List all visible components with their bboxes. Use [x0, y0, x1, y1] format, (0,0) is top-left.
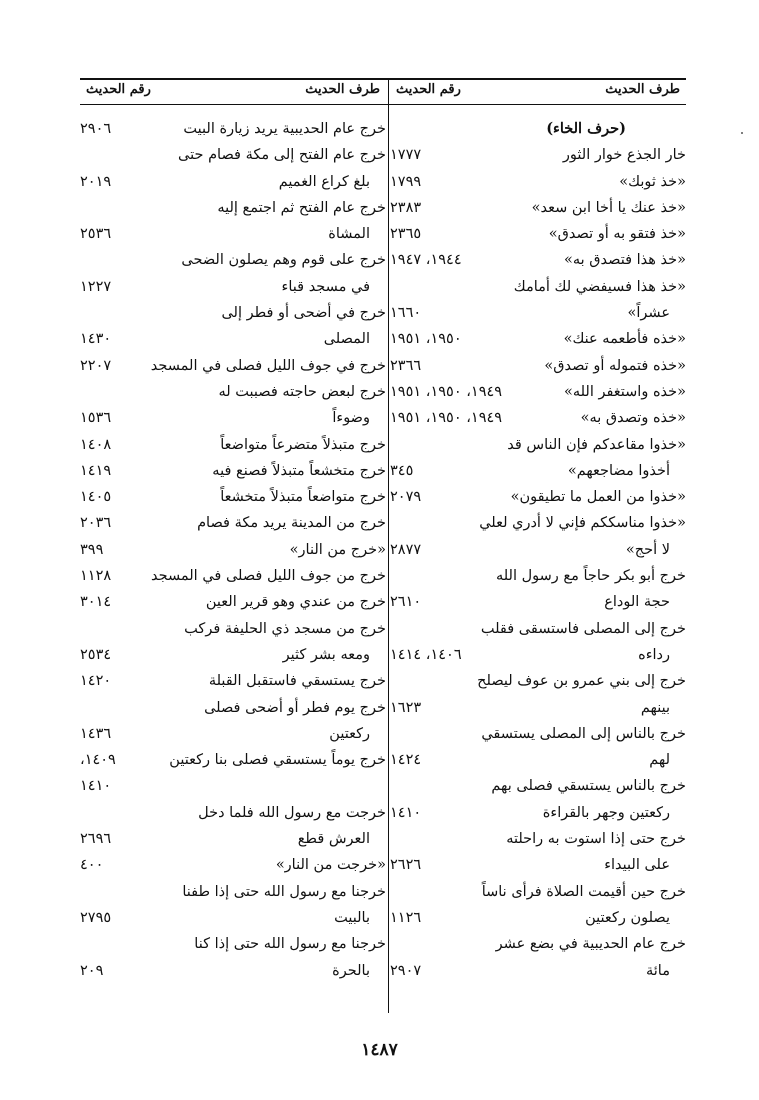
index-entry-line [390, 353, 686, 379]
hadith-number: ٢٢٠٧ [80, 357, 112, 374]
hadith-text: خرج بالناس إلى المصلى يستسقي [481, 725, 686, 742]
hadith-text: «خذه واستغفر الله» [563, 383, 686, 400]
hadith-number: ١٦٦٠ [390, 305, 422, 322]
index-entry-line [390, 300, 686, 326]
hadith-text: على البيداء [604, 857, 670, 874]
index-entry-line [80, 379, 386, 405]
index-entry-line [80, 432, 386, 458]
hadith-text: خرج عام الفتح إلى مكة فصام حتى [178, 147, 386, 164]
hadith-text: خرج إلى المصلى فاستسقى فقلب [480, 620, 686, 637]
index-entry-line [390, 458, 686, 484]
hadith-text: خرج أبو بكر حاجاً مع رسول الله [495, 568, 686, 585]
hadith-number: ١٢٢٧ [80, 278, 112, 295]
section-heading [390, 116, 686, 142]
hadith-text: خرج يوماً يستسقي فصلى بنا ركعتين [169, 752, 386, 769]
index-entry-line [390, 274, 686, 300]
index-entry-line [80, 326, 386, 352]
index-entry-line [390, 747, 686, 773]
hadith-number: ٢٨٧٧ [390, 541, 422, 558]
index-entry-line [390, 195, 686, 221]
index-entry-line [390, 247, 686, 273]
hadith-text: خرج يستسقي فاستقبل القبلة [208, 673, 386, 690]
hadith-text: خرج من عندي وهو قرير العين [205, 594, 386, 611]
index-entry-line [80, 642, 386, 668]
hadith-number: ٣٤٥ [390, 462, 414, 479]
index-entry-line [390, 405, 686, 431]
index-entry-line [390, 958, 686, 984]
index-entry-line [80, 300, 386, 326]
hadith-text: العرش قطع [297, 831, 370, 848]
column-divider [388, 78, 389, 1013]
hadith-number: ١٧٧٧ [390, 147, 422, 164]
hadith-text: خرج عام الحديبية في بضع عشر [495, 936, 686, 953]
hadith-text: خرجنا مع رسول الله حتى إذا طفنا [182, 883, 386, 900]
hadith-text: خرج بالناس يستسقي فصلى بهم [491, 778, 686, 795]
index-entry-line [390, 695, 686, 721]
hadith-number: ٢٥٣٤ [80, 646, 112, 663]
index-entry-line [390, 432, 686, 458]
hadith-text: ركعتين [329, 725, 370, 742]
hadith-text: «خرجت من النار» [275, 857, 386, 874]
hadith-text: لهم [649, 752, 670, 769]
index-entry-line [390, 142, 686, 168]
index-entry-line [80, 695, 386, 721]
hadith-number: ٤٠٠ [80, 857, 104, 874]
hadith-text: خرج حين أقيمت الصلاة فرأى ناساً [481, 883, 686, 900]
hadith-number: ٢٣٦٦ [390, 357, 422, 374]
hadith-number: ١٤٠٨ [80, 436, 112, 453]
hadith-text: «خذوا مقاعدكم فإن الناس قد [507, 436, 686, 453]
hadith-text: خرج حتى إذا استوت به راحلته [506, 831, 686, 848]
hadith-text: بينهم [640, 699, 670, 716]
hadith-number: ٣٠١٤ [80, 594, 112, 611]
index-entry-line [80, 826, 386, 852]
hadith-text: بالبيت [334, 909, 370, 926]
index-entry-line [80, 958, 386, 984]
hadith-number: ١٤١٠ [390, 804, 422, 821]
hadith-number: ١٩٥٠، ١٩٥١ [390, 331, 462, 348]
index-entry-line [390, 642, 686, 668]
index-entry-line [390, 616, 686, 642]
index-entry-line [390, 800, 686, 826]
index-entry-line [80, 405, 386, 431]
index-entry-line [390, 221, 686, 247]
hadith-text: «خذه وتصدق به» [580, 410, 686, 427]
hadith-text: عشراً» [627, 305, 670, 322]
hadith-text: لا أحج» [625, 541, 670, 558]
left-index-column [80, 116, 386, 984]
hadith-number: ١٤١٩ [80, 462, 112, 479]
header-rule [80, 104, 686, 105]
header-hadith-number: رقم الحديث [86, 82, 151, 97]
index-entry-line [390, 563, 686, 589]
index-entry-line [390, 668, 686, 694]
index-entry-line [80, 274, 386, 300]
hadith-text: وضوءاً [332, 410, 370, 427]
header-hadith-start: طرف الحديث [305, 82, 380, 97]
hadith-number: ١٩٤٩، ١٩٥٠، ١٩٥١ [390, 410, 503, 427]
page-number: ١٤٨٧ [361, 1040, 398, 1060]
hadith-text: خرج في أضحى أو فطر إلى [221, 305, 386, 322]
index-entry-line [390, 852, 686, 878]
index-entry-line [390, 826, 686, 852]
hadith-number: ١١٢٦ [390, 909, 422, 926]
index-entry-line [390, 931, 686, 957]
hadith-number: ٢٦٩٦ [80, 831, 112, 848]
index-entry-line [390, 879, 686, 905]
hadith-text: خرج متواضعاً متبذلاً متخشعاً [220, 489, 386, 506]
index-entry-line [80, 510, 386, 536]
index-entry-line [390, 169, 686, 195]
hadith-number: ٢٠٣٦ [80, 515, 112, 532]
hadith-text: خار الجذع خوار الثور [562, 147, 686, 164]
index-entry-line [80, 353, 386, 379]
hadith-number: ١٤٢٤ [390, 752, 422, 769]
hadith-number: ١٥٣٦ [80, 410, 112, 427]
hadith-text: رداءه [638, 646, 670, 663]
index-entry-line [80, 800, 386, 826]
hadith-text: ركعتين وجهر بالقراءة [542, 804, 670, 821]
hadith-number: ٢٩٠٧ [390, 962, 422, 979]
index-entry-line [80, 169, 386, 195]
hadith-number: ٢٩٠٦ [80, 121, 112, 137]
left-column-header [80, 80, 386, 102]
index-entry-line [390, 326, 686, 352]
index-entry-line [390, 589, 686, 615]
hadith-text: خرج متخشعاً متبذلاً فصنع فيه [212, 462, 386, 479]
hadith-text: المصلى [323, 331, 370, 348]
hadith-number: ١١٢٨ [80, 568, 112, 585]
hadith-number: ٢٥٣٦ [80, 226, 112, 243]
hadith-text: أخذوا مضاجعهم» [567, 462, 670, 479]
index-entry-line [390, 721, 686, 747]
index-entry-line [80, 931, 386, 957]
hadith-number: ١٤٠٥ [80, 489, 112, 506]
hadith-text: «خذه فأطعمه عنك» [563, 331, 686, 348]
page-speck [741, 132, 743, 134]
index-entry-line [80, 905, 386, 931]
hadith-number: ١٦٢٣ [390, 699, 422, 716]
hadith-text: يصلون ركعتين [585, 909, 670, 926]
hadith-text: خرج يوم فطر أو أضحى فصلى [204, 699, 386, 716]
hadith-text: خرج من المدينة يريد مكة فصام [197, 515, 386, 532]
hadith-text: خرج على قوم وهم يصلون الضحى [181, 252, 386, 269]
index-entry-line [390, 379, 686, 405]
right-column-header [390, 80, 686, 102]
index-entry-line [80, 773, 386, 799]
hadith-text: «خرج من النار» [289, 541, 386, 558]
index-entry-line [390, 484, 686, 510]
index-entry-line [80, 589, 386, 615]
index-entry-line [80, 458, 386, 484]
hadith-number: ١٤٠٩، [80, 752, 116, 769]
index-entry-line [80, 563, 386, 589]
hadith-number: ١٧٩٩ [390, 173, 422, 190]
hadith-number: ٢٦٢٦ [390, 857, 422, 874]
hadith-number: ٢٧٩٥ [80, 909, 112, 926]
index-entry-line [80, 852, 386, 878]
index-entry-line [80, 879, 386, 905]
hadith-number: ١٤٣٠ [80, 331, 112, 348]
hadith-text: «خذ هذا فسيفضي لك أمامك [513, 278, 686, 295]
hadith-text: (حرف الخاء) [546, 120, 626, 137]
hadith-text: حجة الوداع [604, 594, 670, 611]
hadith-number: ٢٦١٠ [390, 594, 422, 611]
hadith-text: خرج في جوف الليل فصلى في المسجد [150, 357, 386, 374]
index-entry-line [80, 195, 386, 221]
index-entry-line [390, 773, 686, 799]
hadith-text: «خذ ثوبك» [619, 173, 686, 190]
index-entry-line [80, 668, 386, 694]
index-entry-line [80, 537, 386, 563]
hadith-text: بلغ كراع الغميم [278, 173, 370, 190]
hadith-text: «خذوا مناسككم فإني لا أدري لعلي [479, 515, 686, 532]
hadith-text: «خذ فتقو به أو تصدق» [548, 226, 686, 243]
index-entry-line [80, 221, 386, 247]
index-entry-line [80, 247, 386, 273]
hadith-number: ٢٠١٩ [80, 173, 112, 190]
hadith-text: المشاة [328, 226, 370, 243]
hadith-number: ٢٣٨٣ [390, 199, 422, 216]
hadith-number: ١٤٣٦ [80, 725, 112, 742]
hadith-text: بالحرة [332, 962, 370, 979]
hadith-text: مائة [646, 962, 670, 979]
header-hadith-number: رقم الحديث [396, 82, 461, 97]
index-entry-line [80, 484, 386, 510]
hadith-number: ٣٩٩ [80, 541, 104, 558]
hadith-text: «خذ عنك يا أخا ابن سعد» [531, 199, 686, 216]
header-hadith-start: طرف الحديث [605, 82, 680, 97]
hadith-text: خرجت مع رسول الله فلما دخل [198, 804, 386, 821]
hadith-number: ١٤٠٦، ١٤١٤ [390, 646, 462, 663]
hadith-number: ٢٠٧٩ [390, 489, 422, 506]
hadith-text: «خذ هذا فتصدق به» [564, 252, 686, 269]
hadith-number: ١٤٢٠ [80, 673, 112, 690]
hadith-text: «خذه فتموله أو تصدق» [544, 357, 686, 374]
hadith-text: خرج من جوف الليل فصلى في المسجد [150, 568, 386, 585]
hadith-number: ٢٠٩ [80, 962, 104, 979]
hadith-text: خرج عام الفتح ثم اجتمع إليه [217, 199, 386, 216]
hadith-number: ١٩٤٤، ١٩٤٧ [390, 252, 462, 269]
hadith-text: خرج لبعض حاجته فصببت له [218, 383, 386, 400]
hadith-text: في مسجد قباء [281, 278, 370, 295]
hadith-text: «خذوا من العمل ما تطيقون» [510, 489, 686, 506]
hadith-text: ومعه بشر كثير [282, 646, 370, 663]
hadith-text: خرج متبذلاً متضرعاً متواضعاً [220, 436, 386, 453]
hadith-text: خرج عام الحديبية يريد زيارة البيت [183, 121, 386, 137]
index-entry-line [80, 616, 386, 642]
hadith-number: ١٩٤٩، ١٩٥٠، ١٩٥١ [390, 383, 503, 400]
index-entry-line [390, 905, 686, 931]
hadith-text: خرج من مسجد ذي الحليفة فركب [184, 620, 386, 637]
index-entry-line [80, 142, 386, 168]
index-entry-line [80, 721, 386, 747]
index-entry-line [80, 747, 386, 773]
index-entry-line [390, 537, 686, 563]
hadith-number: ٢٣٦٥ [390, 226, 422, 243]
hadith-text: خرج إلى بني عمرو بن عوف ليصلح [477, 673, 686, 690]
hadith-number: ١٤١٠ [80, 778, 112, 795]
index-entry-line [390, 510, 686, 536]
right-index-column [390, 116, 686, 984]
index-entry-line [80, 116, 386, 142]
hadith-text: خرجنا مع رسول الله حتى إذا كنا [194, 936, 386, 953]
